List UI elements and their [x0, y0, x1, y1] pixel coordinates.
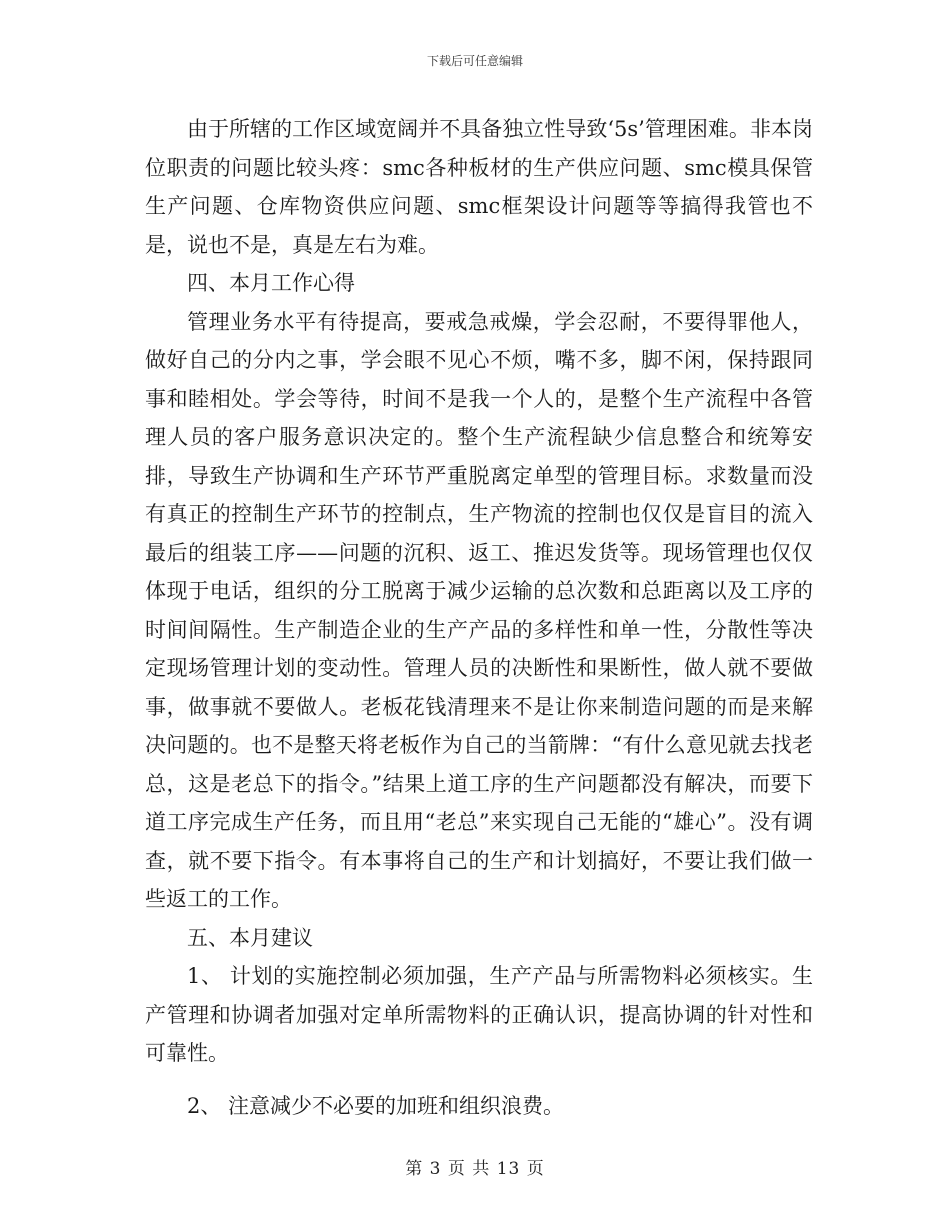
- document-body: [145, 110, 813, 1125]
- page-number-footer: 第 3 页 共 13 页: [405, 1159, 545, 1179]
- suggestion-item-2: 2、 注意减少不必要的加班和组织浪费。: [187, 1093, 565, 1118]
- suggestion-item-1: 1、 计划的实施控制必须加强，生产产品与所需物料必须核实。生产管理和协调者加强对定单所需物料的正确认识，提高协调的针对性和可靠性。: [145, 964, 813, 1065]
- section-heading-monthly-insights: 四、本月工作心得: [187, 271, 355, 295]
- paragraph-monthly-insights: 管理业务水平有待提高，要戒急戒燥，学会忍耐，不要得罪他人，做好自己的分内之事，学会眼不见心不烦，嘴不多，脚不闲，保持跟同事和睦相处。学会等待，时间不是我一个人的，是整个生产流程中各管理人员的客户服务意识决定的。整个生产流程缺少信息整合和统筹安排，导致生产协调和生产环节严重脱离定单型的管理目标。求数量而没有真正的控制生产环节的控制点，生产物流的控制也仅仅是盲目的流入最后的组装工序——问题的沉积、返工、推迟发货等。现场管理也仅仅体现于电话，组织的分工脱离于减少运输的总次数和总距离以及工序的时间间隔性。生产制造企业的生产产品的多样性和单一性，分散性等决定现场管理计划的变动性。管理人员的决断性和果断性，做人就不要做事，做事就不要做人。老板花钱清理来不是让你来制造问题的而是来解决问题的。也不是整天将老板作为自己的当箭牌：“有什么意见就去找老总，这是老总下的指令。”结果上道工序的生产问题都没有解决，而要下道工序完成生产任务，而且用“老总”来实现自己无能的“雄心”。没有调查，就不要下指令。有本事将自己的生产和计划搞好，不要让我们做一些返工的工作。: [145, 309, 813, 911]
- page-header-note: 下载后可任意编辑: [426, 54, 523, 68]
- section-heading-monthly-suggestions: 五、本月建议: [187, 925, 313, 950]
- paragraph-management-difficulties: 由于所辖的工作区域宽阔并不具备独立性导致‘5s’管理困难。非本岗位职责的问题比较头疼：smc各种板材的生产供应问题、smc模具保管生产问题、仓库物资供应问题、smc框架设计问题等等搞得我管也不是，说也不是，真是左右为难。: [145, 117, 813, 257]
